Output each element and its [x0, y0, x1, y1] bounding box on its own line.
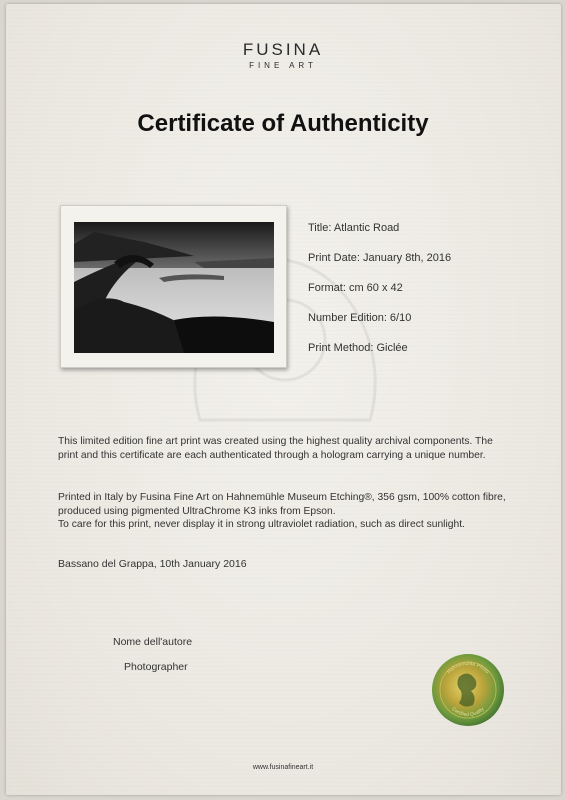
- print-details: [308, 222, 451, 372]
- author-role: Photographer: [124, 661, 188, 673]
- brand-name: FUSINA: [242, 40, 324, 59]
- detail-print-method: Print Method: Giclée: [308, 342, 408, 354]
- detail-edition: Number Edition: 6/10: [308, 312, 412, 324]
- care-paragraph: To care for this print, never display it in strong ultraviolet radiation, such as direct sunlight.: [58, 519, 465, 530]
- hologram-seal-icon: [431, 653, 505, 727]
- detail-format: Format: cm 60 x 42: [308, 282, 403, 294]
- atlantic-road-photo: [74, 222, 274, 353]
- print-thumbnail: [60, 205, 287, 368]
- brand-subtitle: FINE ART: [249, 61, 317, 70]
- author-name: Nome dell'autore: [113, 636, 193, 648]
- brand-logo: [0, 40, 566, 70]
- hologram-top-text: Hahnemühle Photo: [446, 660, 490, 676]
- detail-title: Title: Atlantic Road: [308, 222, 400, 234]
- detail-print-date: Print Date: January 8th, 2016: [308, 252, 452, 264]
- website-link[interactable]: www.fusinafineart.it: [252, 764, 314, 771]
- printing-paragraph: Printed in Italy by Fusina Fine Art on Hahnemühle Museum Etching®, 356 gsm, 100% cotton fibre, produced using pigmented UltraChrome K3 inks from Epson.: [58, 492, 506, 517]
- page-title: Certificate of Authenticity: [137, 110, 429, 137]
- hologram-bottom-text: Certified Quality: [450, 706, 486, 719]
- authenticity-paragraph: This limited edition fine art print was created using the highest quality archival components. The print and this certificate are each authenticated through a hologram carrying a unique number.: [58, 436, 493, 461]
- place-date: Bassano del Grappa, 10th January 2016: [58, 558, 247, 570]
